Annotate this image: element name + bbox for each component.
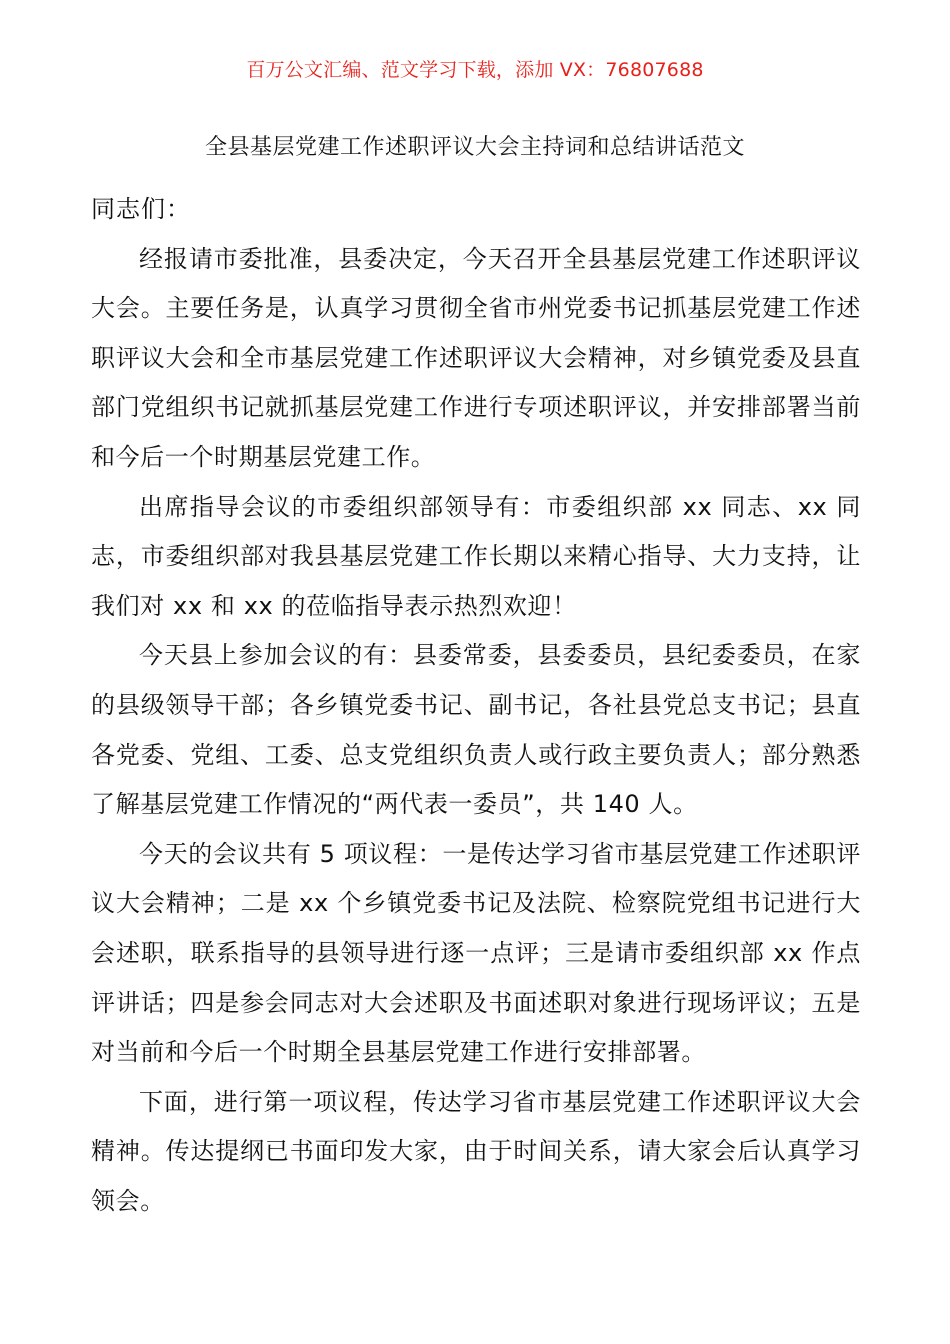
paragraph-3: 今天县上参加会议的有：县委常委，县委委员，县纪委委员，在家的县级领导干部；各乡镇党委书记、副书记，各社县党总支书记；县直各党委、党组、工委、总支党组织负责人或行政主要负责人；部分熟悉了解基层党建工作情况的“两代表一委员”，共 140 人。	[91, 641, 861, 819]
document-title: 全县基层党建工作述职评议大会主持词和总结讲话范文	[204, 135, 745, 160]
paragraph-1: 经报请市委批准，县委决定，今天召开全县基层党建工作述职评议大会。主要任务是，认真学习贯彻全省市州党委书记抓基层党建工作述职评议大会和全市基层党建工作述职评议大会精神，对乡镇党委及县直部门党组织书记就抓基层党建工作进行专项述职评议，并安排部署当前和今后一个时期基层党建工作。	[91, 244, 861, 471]
document-body	[91, 185, 861, 1226]
promo-banner: 百万公文汇编、范文学习下载，添加 VX：76807688	[246, 59, 704, 81]
paragraph-2: 出席指导会议的市委组织部领导有：市委组织部 xx 同志、xx 同志，市委组织部对我县基层党建工作长期以来精心指导、大力支持，让我们对 xx 和 xx 的莅临指导表示热烈欢迎！	[91, 492, 861, 620]
paragraph-4: 今天的会议共有 5 项议程：一是传达学习省市基层党建工作述职评议大会精神；二是 xx 个乡镇党委书记及法院、检察院党组书记进行大会述职，联系指导的县领导进行逐一点评；三是请市委组织部 xx 作点评讲话；四是参会同志对大会述职及书面述职对象进行现场评议；五是对当前和今后一个时期全县基层党建工作进行安排部署。	[91, 839, 861, 1067]
salutation: 同志们：	[91, 195, 191, 223]
paragraph-5: 下面，进行第一项议程，传达学习省市基层党建工作述职评议大会精神。传达提纲已书面印发大家，由于时间关系，请大家会后认真学习领会。	[91, 1087, 861, 1215]
